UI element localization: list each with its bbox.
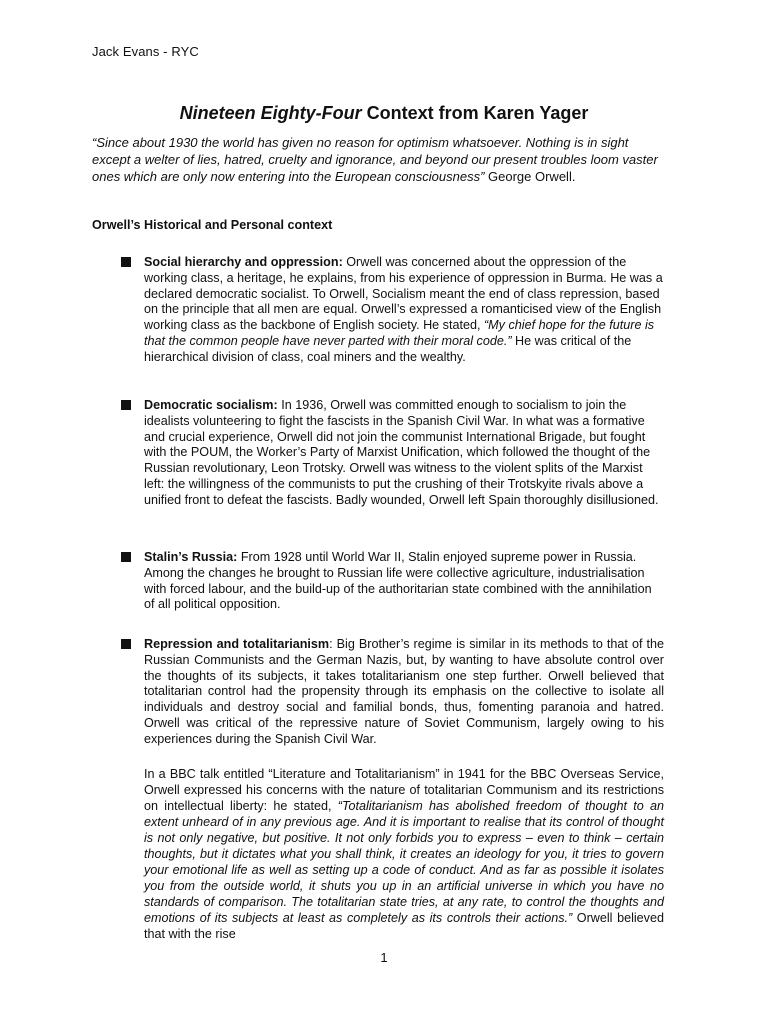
bullet-text: In 1936, Orwell was committed enough to socialism to join the idealists volunteering to fight the fascists in the Spanish Civil War. In what was a formative and crucial experience, Orwell did not join the communist International Brigade, but fought with the POUM, the Worker’s Party of Marxist Unification, which followed the thought of the Russian revolutionary, Leon Trotsky. Orwell was witness to the violent splits of the Marxist left: the willingness of the communists to put the crushing of their Trotskyite rivals above a unified front to defeat the fascists. Badly wounded, Orwell left Spain thoroughly disillusioned. bbox=[144, 398, 659, 507]
page-title bbox=[0, 103, 768, 124]
bullet-label: Repression and totalitarianism bbox=[144, 637, 330, 651]
bullet-text: From 1928 until World War II, Stalin enjoyed supreme power in Russia. Among the changes he brought to Russian life were collective agriculture, industrialisation with forced labour, and the build-up of the authoritarian state combined with the annihilation of all political opposition. bbox=[144, 550, 652, 612]
bullet-democratic-socialism bbox=[144, 398, 664, 509]
bullet-label: Democratic socialism: bbox=[144, 398, 278, 412]
bullet-square-icon bbox=[121, 400, 131, 410]
bullet-square-icon bbox=[121, 257, 131, 267]
bullet-stalins-russia bbox=[144, 550, 664, 613]
page-number: 1 bbox=[380, 950, 388, 965]
paragraph-text: In a BBC talk entitled “Literature and Totalitarianism” in 1941 for the BBC Overseas Service, Orwell expressed his concerns with the nature of totalitarian Communism and its restrictions on intellectual liberty: he stated, bbox=[144, 767, 664, 813]
bullet-square-icon bbox=[121, 552, 131, 562]
section-heading: Orwell’s Historical and Personal context bbox=[92, 218, 333, 232]
bullet-label: Social hierarchy and oppression: bbox=[144, 255, 343, 269]
paragraph-quote: “Totalitarianism has abolished freedom of thought to an extent unheard of in any previous age. And it is important to realise that its control of thought is not only negative, but positive. It not only forbids you to express – even to think – certain thoughts, but it dictates what you shall think, it creates an ideology for you, it tries to govern your emotional life as well as setting up a code of conduct. And as far as possible it isolates you from the outside world, it shuts you up in an artificial universe in which you have no standards of comparison. The totalitarian state tries, at any rate, to control the thoughts and emotions of its subjects at least as completely as its controls their actions.” bbox=[144, 799, 665, 925]
epigraph-quote: “Since about 1930 the world has given no reason for optimism whatsoever. Nothing is in sight except a welter of lies, hatred, cruelty and ignorance, and beyond our present troubles loom vaster ones which are only now entering into the European consciousness” bbox=[92, 135, 658, 184]
bullet-repression-totalitarianism bbox=[144, 637, 664, 748]
bullet-social-hierarchy bbox=[144, 255, 664, 366]
bullet-label: Stalin’s Russia: bbox=[144, 550, 238, 564]
title-italic: Nineteen Eighty-Four bbox=[179, 103, 362, 123]
bbc-talk-paragraph bbox=[144, 766, 664, 942]
bullet-square-icon bbox=[121, 639, 131, 649]
bullet-quote: “My chief hope for the future is that the common people have never parted with their moral code.” bbox=[144, 318, 655, 348]
bullet-text: Orwell was concerned about the oppression of the working class, a heritage, he explains, from his experience of oppression in Burma. He was a declared democratic socialist. To Orwell, Socialism meant the end of class repression, based on the principle that all men are equal. Orwell’s expressed a romanticised view of the English working class as the backbone of English society. He stated, bbox=[144, 255, 663, 333]
paragraph-text-after: Orwell believed that with the rise bbox=[144, 911, 664, 941]
bullet-text: : Big Brother’s regime is similar in its methods to that of the Russian Communists and the German Nazis, but, by wanting to have absolute control over the thoughts of its subjects, it takes totalitarianism one step further. Orwell believed that totalitarian control had the propensity through its emphasis on the collective to isolate all individuals and destroy social and familial bonds, thus, fomenting paranoia and hatred. Orwell was critical of the repressive nature of Soviet Communism, largely owing to his experiences during the Spanish Civil War. bbox=[144, 637, 664, 746]
epigraph-attribution: George Orwell. bbox=[484, 169, 576, 184]
header-author: Jack Evans - RYC bbox=[92, 44, 199, 59]
epigraph bbox=[92, 134, 660, 185]
bullet-text-after: He was critical of the hierarchical division of class, coal miners and the wealthy. bbox=[144, 333, 632, 364]
title-rest: Context from Karen Yager bbox=[361, 103, 589, 123]
